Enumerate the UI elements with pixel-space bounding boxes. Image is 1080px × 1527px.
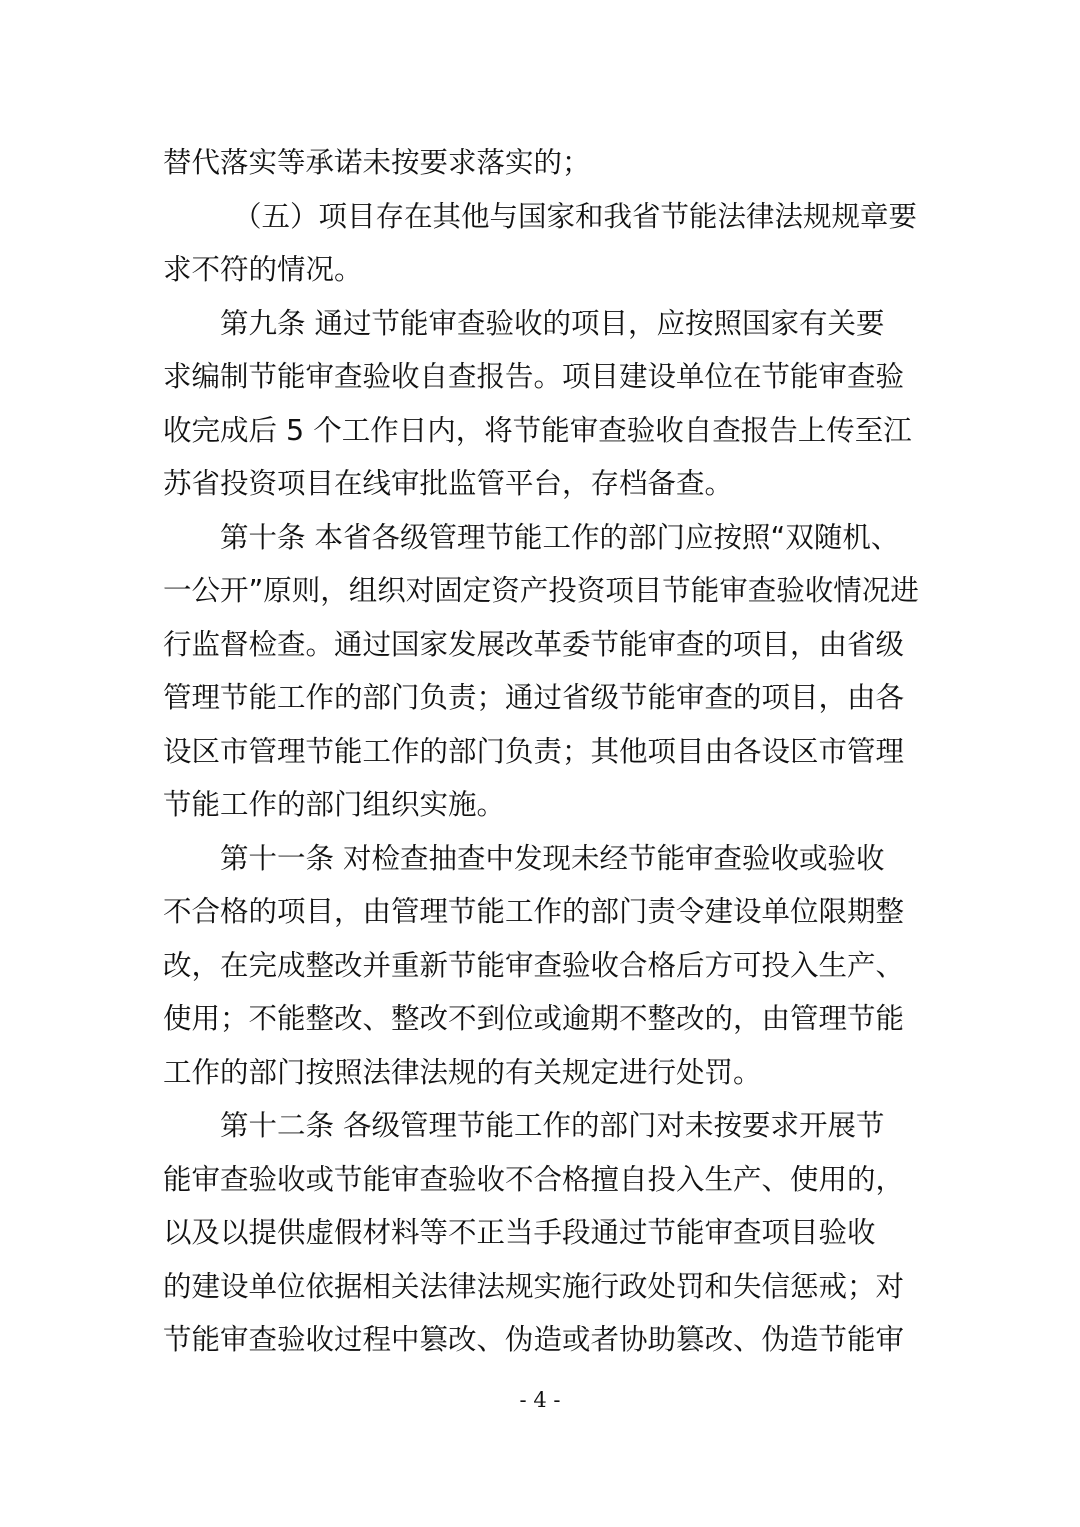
text-line: 求不符的情况。	[163, 253, 363, 286]
text-line: 改，在完成整改并重新节能审查验收合格后方可投入生产、	[163, 948, 905, 982]
text-line: 不合格的项目，由管理节能工作的部门责令建设单位限期整	[163, 895, 905, 928]
text-line: 设区市管理节能工作的部门负责；其他项目由各设区市管理	[163, 734, 905, 768]
article-12-heading-line: 第十二条 各级管理节能工作的部门对未按要求开展节	[220, 1109, 885, 1142]
text-line: 能审查验收或节能审查验收不合格擅自投入生产、使用的，	[163, 1162, 905, 1196]
text-line: 行监督检查。通过国家发展改革委节能审查的项目，由省级	[163, 627, 905, 661]
text-line: 替代落实等承诺未按要求落实的；	[163, 146, 591, 179]
text-line: 一公开”原则，组织对固定资产投资项目节能审查验收情况进	[163, 574, 919, 607]
article-11-heading-line: 第十一条 对检查抽查中发现未经节能审查验收或验收	[220, 841, 885, 875]
text-line: 节能审查验收过程中篡改、伪造或者协助篡改、伪造节能审	[163, 1323, 905, 1356]
text-line: 苏省投资项目在线审批监管平台，存档备查。	[163, 467, 734, 500]
page-number: - 4 -	[519, 1388, 561, 1412]
text-line: （五）项目存在其他与国家和我省节能法律法规规章要	[233, 199, 918, 233]
body-text	[163, 136, 918, 1367]
text-line: 节能工作的部门组织实施。	[163, 788, 506, 821]
text-line: 使用；不能整改、整改不到位或逾期不整改的，由管理节能	[163, 1002, 905, 1035]
text-line: 以及以提供虚假材料等不正当手段通过节能审查项目验收	[163, 1216, 876, 1249]
article-10-heading-line: 第十条 本省各级管理节能工作的部门应按照“双随机、	[220, 520, 900, 554]
text-line: 工作的部门按照法律法规的有关规定进行处罚。	[163, 1055, 762, 1089]
text-line: 求编制节能审查验收自查报告。项目建设单位在节能审查验	[163, 360, 905, 393]
text-line: 的建设单位依据相关法律法规实施行政处罚和失信惩戒；对	[163, 1269, 905, 1303]
text-line: 管理节能工作的部门负责；通过省级节能审查的项目，由各	[163, 681, 905, 714]
text-line: 收完成后 5 个工作日内，将节能审查验收自查报告上传至江	[163, 413, 912, 447]
article-9-heading-line: 第九条 通过节能审查验收的项目，应按照国家有关要	[220, 306, 885, 340]
